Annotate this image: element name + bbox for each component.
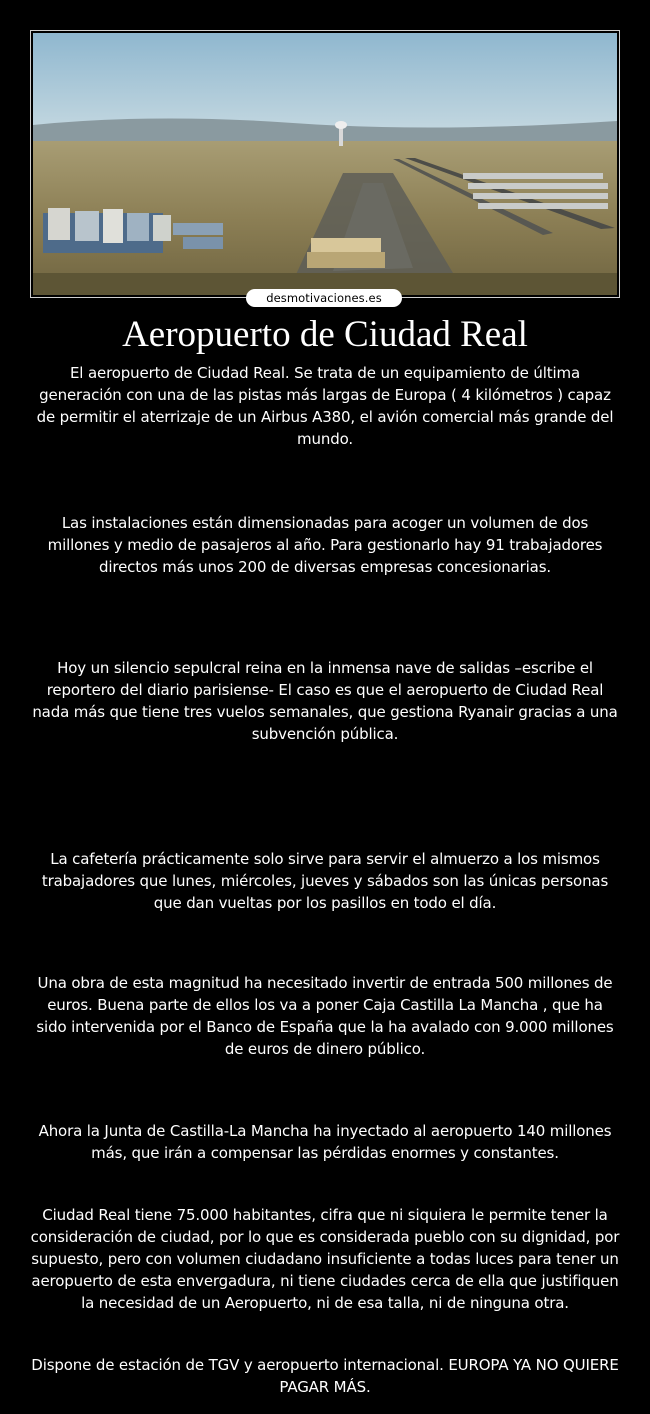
paragraph-1: El aeropuerto de Ciudad Real. Se trata de un equipamiento de última generación con una de las pistas más largas de Europa ( 4 kilómetros ) capaz de permitir el aterrizaje de un Airbus A380, el avión comercial más grande del mundo. [36, 364, 614, 448]
paragraph-4: La cafetería prácticamente solo sirve para servir el almuerzo a los mismos trabajadores que lunes, miércoles, jueves y sábados son las únicas personas que dan vueltas por los pasillos en todo el día. [41, 850, 609, 912]
paragraph-5: Una obra de esta magnitud ha necesitado invertir de entrada 500 millones de euros. Buena parte de ellos los va a poner Caja Castilla La Mancha , que ha sido intervenida por el Banco de España que la ha avalado con 9.000 millones de euros de dinero público. [36, 974, 614, 1058]
poster-title: Aeropuerto de Ciudad Real [122, 314, 528, 355]
site-watermark[interactable]: desmotivaciones.es [246, 289, 402, 307]
paragraph-7: Ciudad Real tiene 75.000 habitantes, cifra que ni siquiera le permite tener la consideración de ciudad, por lo que es considerada pueblo con su dignidad, por supuesto, pero con volumen ciudadano insuficiente a todas luces para tener un aeropuerto de esta envergadura, ni tiene ciudades cerca de ella que justifiquen la necesidad de un Aeropuerto, ni de esa talla, ni de ninguna otra. [30, 1206, 620, 1312]
airport-aerial-photo [33, 33, 617, 295]
paragraph-2: Las instalaciones están dimensionadas para acoger un volumen de dos millones y medio de pasajeros al año. Para gestionarlo hay 91 trabajadores directos más unos 200 de diversas empresas concesionarias. [47, 514, 603, 576]
paragraph-6: Ahora la Junta de Castilla-La Mancha ha inyectado al aeropuerto 140 millones más, que irán a compensar las pérdidas enormes y constantes. [38, 1122, 612, 1162]
paragraph-3: Hoy un silencio sepulcral reina en la inmensa nave de salidas –escribe el reportero del diario parisiense- El caso es que el aeropuerto de Ciudad Real nada más que tiene tres vuelos semanales, que gestiona Ryanair gracias a una subvención pública. [32, 659, 618, 743]
photo-frame [30, 30, 620, 298]
paragraph-8: Dispone de estación de TGV y aeropuerto internacional. EUROPA YA NO QUIERE PAGAR MÁS. [31, 1356, 619, 1396]
